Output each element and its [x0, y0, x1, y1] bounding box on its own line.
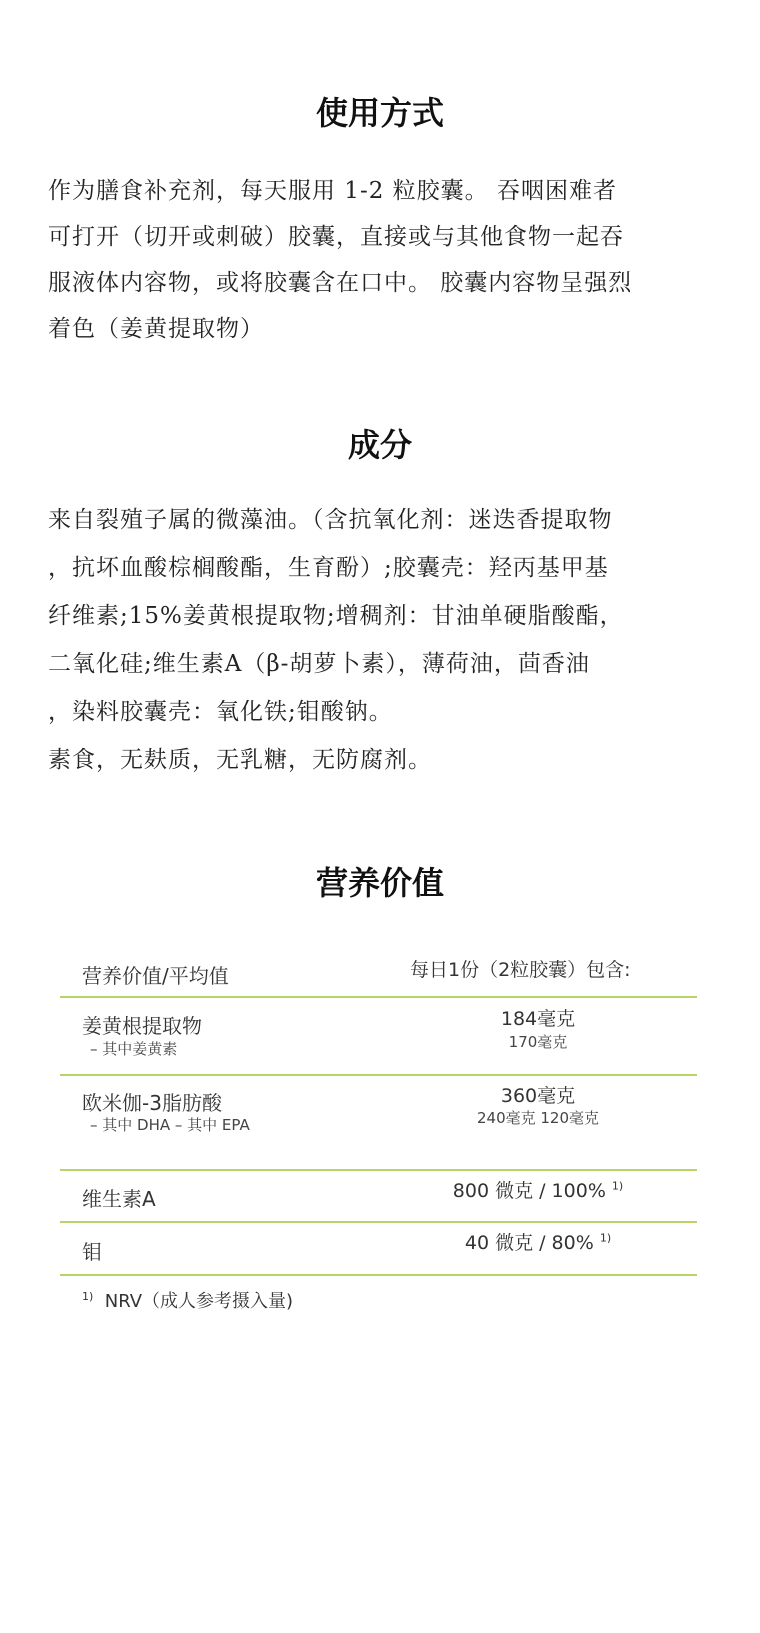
- row-value-curcuma: 184毫克: [500, 1008, 576, 1030]
- footnote-text: NRV（成人参考摄入量): [104, 1291, 294, 1312]
- row-name-curcuma: 姜黄根提取物: [82, 1014, 202, 1038]
- usage-text: [48, 168, 718, 352]
- row-value-omega3: 360毫克: [500, 1085, 576, 1107]
- ingredients-line: ，抗坏血酸棕榈酸酯，生育酚）;胶囊壳：羟丙基甲基: [48, 555, 609, 581]
- row-divider: [60, 1074, 697, 1076]
- row-subvalue-omega3: 240毫克 120毫克: [476, 1109, 600, 1127]
- row-note-molybdenum: 1): [599, 1231, 612, 1245]
- ingredients-line: 来自裂殖子属的微藻油。（含抗氧化剂：迷迭香提取物: [48, 507, 613, 533]
- row-value-molybdenum: [400, 1228, 676, 1255]
- footnote: [82, 1287, 293, 1313]
- footnote-mark: 1): [82, 1290, 94, 1303]
- usage-line: 服液体内容物，或将胶囊含在口中。 胶囊内容物呈强烈: [48, 270, 633, 296]
- ingredients-line: 素食，无麸质，无乳糖，无防腐剂。: [48, 747, 432, 773]
- row-name-omega3: 欧米伽-3脂肪酸: [82, 1091, 222, 1115]
- row-name-molybdenum: 钼: [82, 1240, 102, 1264]
- usage-line: 可打开（切开或刺破）胶囊，直接或与其他食物一起吞: [48, 224, 624, 250]
- row-note-vitamin-a: 1): [611, 1179, 624, 1193]
- ingredients-line: 二氧化硅;维生素A（β-胡萝卜素），薄荷油，茴香油: [48, 651, 590, 677]
- row-value-molybdenum-text: 40 微克 / 80%: [464, 1232, 594, 1254]
- row-sub-curcuma: – 其中姜黄素: [90, 1040, 178, 1058]
- table-header-right: 每日1份（2粒胶囊）包含:: [410, 959, 631, 981]
- row-sub-omega3: – 其中 DHA – 其中 EPA: [90, 1116, 250, 1134]
- ingredients-title: 成分: [347, 426, 412, 464]
- usage-title: 使用方式: [315, 94, 444, 132]
- ingredients-line: 纤维素;15%姜黄根提取物;增稠剂：甘油单硬脂酸酯，: [48, 603, 624, 629]
- row-divider: [60, 1274, 697, 1276]
- usage-line: 着色（姜黄提取物）: [48, 316, 264, 342]
- usage-line: 作为膳食补充剂，每天服用 1-2 粒胶囊。 吞咽困难者: [48, 178, 617, 204]
- row-value-vitamin-a-text: 800 微克 / 100%: [452, 1180, 606, 1202]
- ingredients-text: [48, 496, 718, 784]
- row-divider: [60, 996, 697, 998]
- row-name-vitamin-a: 维生素A: [82, 1187, 156, 1211]
- table-header-left: 营养价值/平均值: [82, 964, 229, 988]
- row-subvalue-curcuma: 170毫克: [508, 1033, 568, 1051]
- row-divider: [60, 1169, 697, 1171]
- ingredients-line: ，染料胶囊壳：氧化铁;钼酸钠。: [48, 699, 393, 725]
- nutrition-title: 营养价值: [315, 864, 444, 902]
- row-divider: [60, 1221, 697, 1223]
- row-value-vitamin-a: [400, 1176, 676, 1203]
